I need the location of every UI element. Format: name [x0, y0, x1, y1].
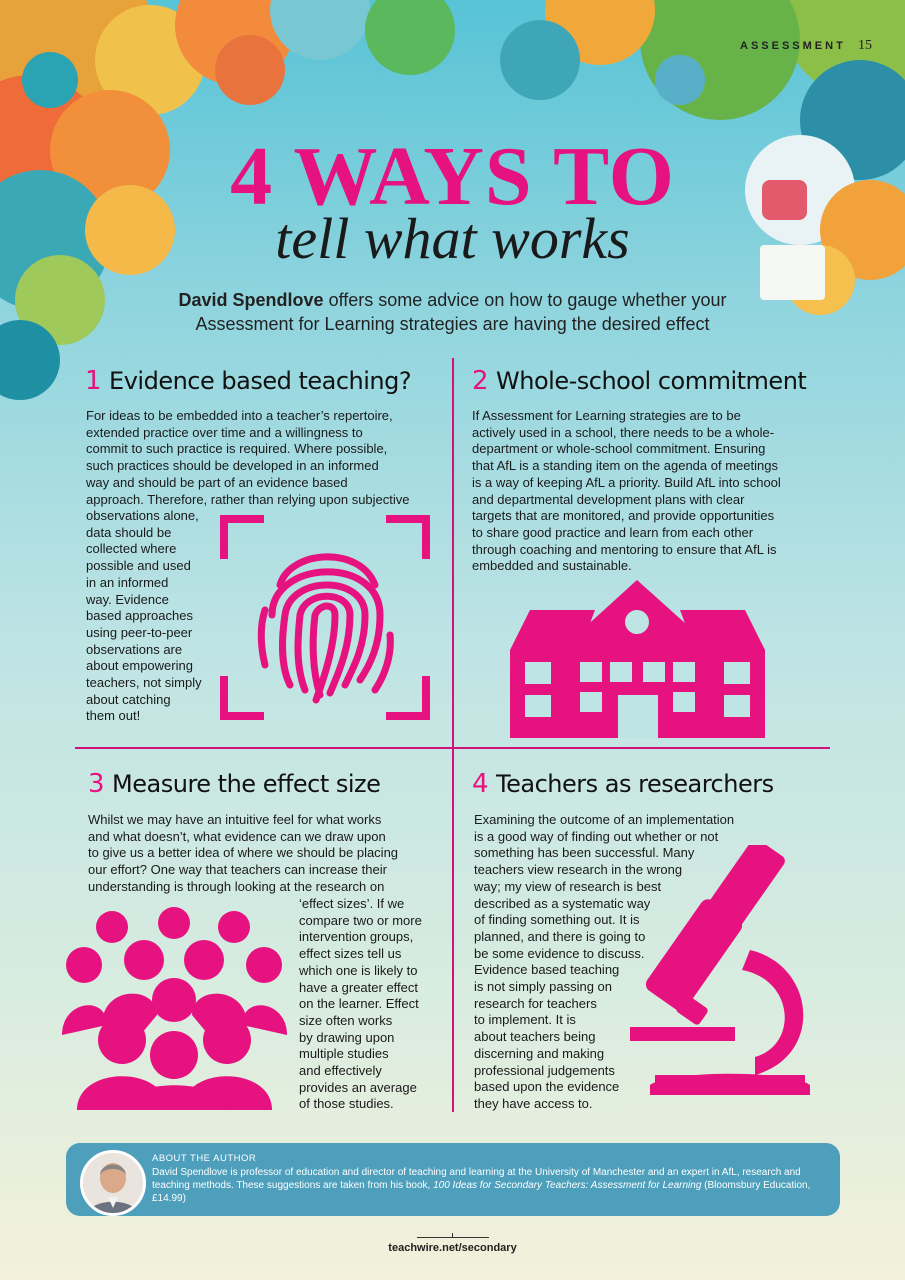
body-line: research for teachers	[474, 995, 597, 1011]
body-line: described as a systematic way	[474, 895, 651, 911]
body-line: based upon the evidence	[474, 1079, 620, 1095]
body-line: provides an average	[299, 1079, 417, 1095]
footer-rule-tick	[452, 1233, 453, 1238]
fingerprint-icon	[220, 515, 430, 720]
section-4-title: Teachers as researchers	[496, 770, 774, 798]
body-line: planned, and there is going to	[474, 928, 646, 944]
body-line: have a greater effect	[299, 979, 419, 995]
body-line: observations are	[86, 641, 183, 657]
body-line: multiple studies	[299, 1046, 389, 1062]
body-line: something has been successful. Many	[474, 845, 695, 861]
grid-divider-vertical	[452, 749, 454, 1112]
body-line: and what doesn’t, what evidence can we draw upon	[88, 828, 386, 844]
about-author-text	[152, 1166, 832, 1205]
body-line: targets that are monitored, and provide opportunities	[472, 508, 775, 524]
section-4-number: 4	[472, 769, 489, 799]
body-line: about empowering	[86, 658, 193, 674]
body-line: is not simply passing on	[474, 979, 613, 995]
about-author-heading: ABOUT THE AUTHOR	[152, 1153, 257, 1164]
section-2-heading	[472, 366, 806, 396]
body-line: about teachers being	[474, 1029, 596, 1045]
body-line: about catching	[86, 691, 171, 707]
body-line: of those studies.	[299, 1096, 394, 1112]
body-line: observations alone,	[86, 508, 199, 523]
body-line: by drawing upon	[299, 1029, 395, 1045]
body-line: through coaching and mentoring to ensure that AfL is	[472, 541, 777, 557]
section-1-heading	[85, 366, 411, 396]
body-line: is a good way of finding out whether or not	[474, 828, 719, 844]
body-line: to implement. It is	[474, 1012, 576, 1028]
page-number: 15	[858, 38, 872, 53]
body-line: such practices should be developed in an informed	[86, 458, 379, 474]
body-line: way; my view of research is best	[474, 878, 662, 894]
body-line: based approaches	[86, 608, 193, 624]
section-2-number: 2	[472, 366, 489, 396]
body-line: If Assessment for Learning strategies are to be	[472, 408, 741, 423]
section-2-title: Whole-school commitment	[496, 367, 807, 395]
microscope-icon	[630, 845, 815, 1110]
body-line: in an informed	[86, 574, 169, 590]
body-line: extended practice over time and a willingness to	[86, 424, 363, 440]
section-1-body	[86, 408, 436, 508]
body-line: of finding something out. It is	[474, 912, 640, 928]
body-line: approach. Therefore, rather than relying upon subjective	[86, 491, 410, 507]
section-1-title: Evidence based teaching?	[109, 367, 412, 395]
body-line: to give us a better idea of where we should be placing	[88, 845, 399, 861]
body-line: and effectively	[299, 1063, 382, 1079]
body-line: professional judgements	[474, 1062, 615, 1078]
section-3-body	[88, 812, 438, 896]
body-line: using peer-to-peer	[86, 624, 193, 640]
section-1-number: 1	[85, 366, 102, 396]
section-3-body-wrap	[299, 896, 444, 1113]
footer-url: teachwire.net/secondary	[388, 1242, 517, 1254]
footer-rule	[417, 1237, 489, 1238]
author-photo	[80, 1150, 146, 1216]
body-line: size often works	[299, 1012, 393, 1028]
section-4-heading	[472, 769, 774, 799]
school-building-icon	[510, 580, 765, 740]
body-line: effect sizes tell us	[299, 946, 402, 962]
standfirst-text-1: offers some advice on how to gauge whether your	[323, 290, 727, 310]
body-line: way and should be part of an evidence based	[86, 474, 348, 490]
section-2-body	[472, 408, 822, 575]
body-line: department or whole-school commitment. Ensuring	[472, 441, 766, 457]
body-line: possible and used	[86, 558, 191, 574]
grid-divider-vertical	[452, 358, 454, 748]
body-line: intervention groups,	[299, 929, 414, 945]
author-bio: David Spendlove is professor of education and director of teaching and learning at the University of Manchester and an expert in AfL, research and teaching methods. These suggestions are taken from his book,	[152, 1167, 801, 1191]
body-line: discerning and making	[474, 1045, 605, 1061]
body-line: our effort? One way that teachers can increase their	[88, 862, 387, 878]
body-line: to share good practice and learn from each other	[472, 524, 754, 540]
body-line: commit to such practice is required. Where possible,	[86, 441, 388, 457]
body-line: data should be	[86, 524, 172, 540]
body-line: way. Evidence	[86, 591, 169, 607]
standfirst-author: David Spendlove	[178, 290, 324, 310]
section-label: ASSESSMENT	[740, 40, 846, 52]
body-line: Evidence based teaching	[474, 962, 620, 978]
section-1-body-wrap	[86, 508, 221, 725]
body-line: ‘effect sizes’. If we	[299, 896, 405, 911]
standfirst	[110, 288, 795, 336]
book-publisher: (Bloomsbury Education, £14.99)	[152, 1180, 811, 1204]
section-3-number: 3	[88, 769, 105, 799]
body-line: Examining the outcome of an implementation	[474, 812, 735, 827]
body-line: that AfL is a standing item on the agenda of meetings	[472, 458, 778, 474]
body-line: them out!	[86, 708, 141, 724]
body-line: understanding is through looking at the research on	[88, 878, 385, 894]
body-line: which one is likely to	[299, 962, 418, 978]
body-line: teachers view research in the wrong	[474, 862, 683, 878]
body-line: and departmental development plans with clear	[472, 491, 745, 507]
people-group-icon	[62, 905, 287, 1110]
standfirst-text-2: Assessment for Learning strategies are having the desired effect	[195, 314, 710, 334]
body-line: is a way of keeping AfL a priority. Build AfL into school	[472, 474, 781, 490]
body-line: on the learner. Effect	[299, 996, 419, 1012]
body-line: actively used in a school, there needs to be a whole-	[472, 424, 775, 440]
body-line: collected where	[86, 541, 177, 557]
grid-divider-horizontal	[75, 747, 830, 749]
body-line: embedded and sustainable.	[472, 558, 632, 574]
body-line: they have access to.	[474, 1095, 593, 1111]
section-3-title: Measure the effect size	[112, 770, 381, 798]
body-line: be some evidence to discuss.	[474, 945, 645, 961]
body-line: teachers, not simply	[86, 675, 202, 691]
body-line: Whilst we may have an intuitive feel for what works	[88, 812, 382, 827]
book-title: 100 Ideas for Secondary Teachers: Assessment for Learning	[433, 1180, 702, 1191]
page-title-script: tell what works	[275, 206, 630, 271]
section-3-heading	[88, 769, 380, 799]
page-title: 4 WAYS TO	[230, 130, 675, 223]
body-line: compare two or more	[299, 912, 422, 928]
body-line: For ideas to be embedded into a teacher’s repertoire,	[86, 408, 393, 423]
